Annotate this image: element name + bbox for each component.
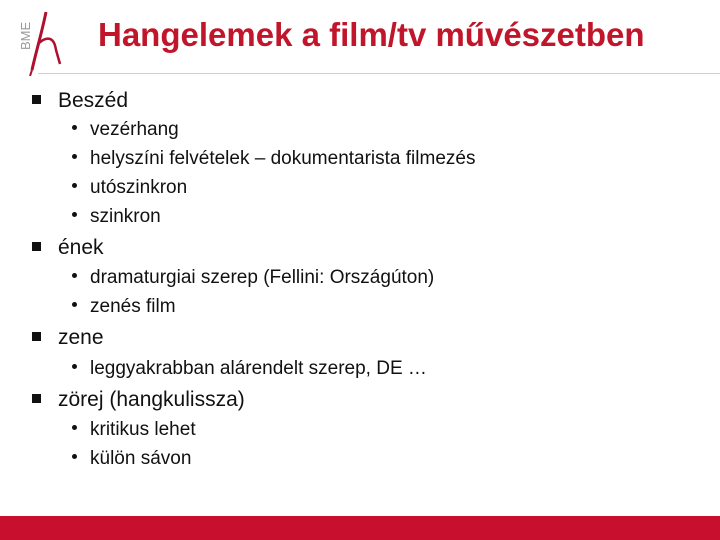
sub-bullet-label: külön sávon <box>90 448 192 469</box>
square-bullet-icon <box>32 394 41 403</box>
sub-bullet <box>72 267 434 289</box>
sub-bullet-label: dramaturgiai szerep (Fellini: Országúton) <box>90 267 435 288</box>
bullet-label: zörej (hangkulissza) <box>58 388 245 411</box>
sub-bullet <box>72 419 196 441</box>
dot-bullet-icon <box>72 125 77 130</box>
sub-bullet <box>72 448 191 470</box>
dot-bullet-icon <box>72 425 77 430</box>
bullet-label: zene <box>58 326 104 349</box>
bullet-beszed <box>32 89 128 113</box>
sub-bullet-label: utószinkron <box>90 177 188 198</box>
sub-bullet <box>72 119 179 141</box>
sub-bullet <box>72 177 187 199</box>
dot-bullet-icon <box>72 183 77 188</box>
sub-bullet-label: kritikus lehet <box>90 419 196 440</box>
sub-bullet <box>72 358 427 380</box>
dot-bullet-icon <box>72 302 77 307</box>
slide-title: Hangelemek a film/tv művészetben <box>98 16 645 53</box>
sub-bullet-label: helyszíni felvételek – dokumentarista filmezés <box>90 148 476 169</box>
bullet-enek <box>32 236 104 260</box>
bullet-label: ének <box>58 236 104 259</box>
sub-bullet-label: zenés film <box>90 296 176 317</box>
dot-bullet-icon <box>72 364 77 369</box>
dot-bullet-icon <box>72 273 77 278</box>
sub-bullet-label: leggyakrabban alárendelt szerep, DE … <box>90 358 427 379</box>
bullet-zene <box>32 326 104 350</box>
dot-bullet-icon <box>72 154 77 159</box>
sub-bullet <box>72 206 161 228</box>
bullet-label: Beszéd <box>58 89 129 112</box>
dot-bullet-icon <box>72 454 77 459</box>
sub-bullet-label: szinkron <box>90 206 161 227</box>
logo-text: BME <box>18 21 33 50</box>
footer-bar <box>0 516 720 540</box>
sub-bullet <box>72 296 176 318</box>
square-bullet-icon <box>32 332 41 341</box>
bullet-zorej <box>32 388 245 412</box>
sub-bullet-label: vezérhang <box>90 119 179 140</box>
dot-bullet-icon <box>72 212 77 217</box>
sub-bullet <box>72 148 475 170</box>
square-bullet-icon <box>32 95 41 104</box>
square-bullet-icon <box>32 242 41 251</box>
